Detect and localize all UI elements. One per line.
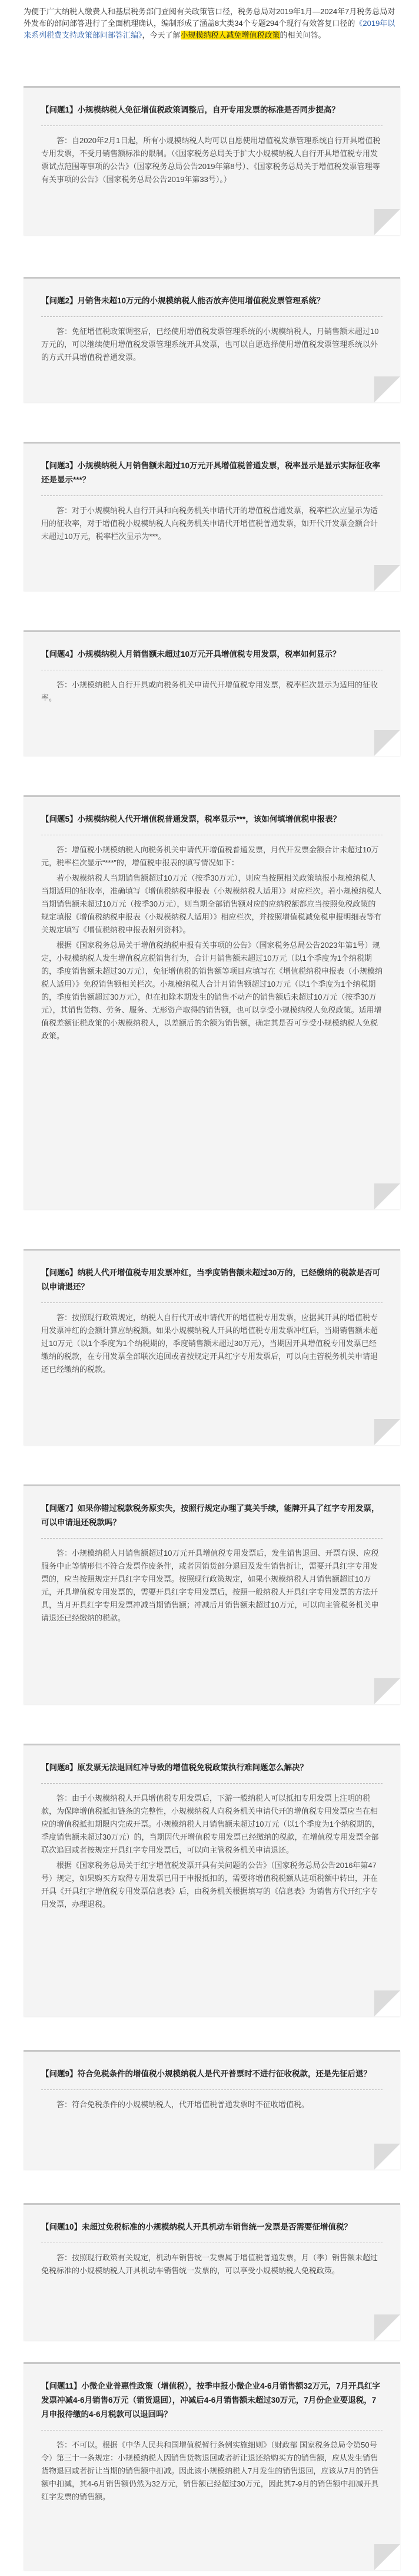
question-6: 【问题6】纳税人代开增值税专用发票冲红，当季度销售额未超过30万的，已经缴纳的税款是否可以申请退还？ <box>41 1268 381 1291</box>
question-2: 【问题2】月销售未超10万元的小规模纳税人能否放弃使用增值税发票管理系统？ <box>41 296 325 305</box>
question-7: 【问题7】如果你错过税款税务原实失，按照行规定办理了莫关手续，能牌开具了红字专用发票，可以申请退还税款吗？ <box>41 1504 380 1527</box>
page-curl-icon <box>374 1419 400 1445</box>
question-1: 【问题1】小规模纳税人免征增值税政策调整后，自开专用发票的标准是否同步提高？ <box>41 105 340 114</box>
divider <box>41 495 383 496</box>
page-curl-icon <box>374 565 400 591</box>
page-curl-icon <box>374 2144 400 2170</box>
qa-card-8 <box>24 1744 400 2016</box>
qa-card-7 <box>24 1484 400 1704</box>
question-11: 【问题11】小微企业普惠性政策（增值税），按季申报小微企业4-6月销售额32万元，7月开具红字发票冲减4-6月销售6万元（销货退回），冲减后4-6月销售额未超过30万元，7月份企业要退税，7月申报待缴的4-6月税款可以退回吗？ <box>41 2382 381 2419</box>
qa-card-1 <box>24 86 400 235</box>
qa-card-5 <box>24 795 400 1209</box>
answer-5-p2: 若小规模纳税人当期销售额超过10万元（按季30万元），则应当按照相关政策填报小规模纳税人当期适用的征收率，准确填写《增值税纳税申报表（小规模纳税人适用）》对应栏次。若小规模纳税人当期销售额未超过10万元（按季30万元），则当期全部销售额对应的应纳税额都应当按照免税政策的规定填报《增值税纳税申报表（小规模纳税人适用）》相应栏次，并按照增值税减免税申报明细表等有关规定填写《增值税纳税申报表附列资料》。 <box>41 874 382 934</box>
answer-8-p1: 答：由于小规模纳税人开具增值税专用发票后，下游一般纳税人可以抵扣专用发票上注明的税款，为保障增值税抵扣链条的完整性，小规模纳税人向税务机关申请代开的增值税专用发票应当在相应的增值税抵扣期限内完成开票。小规模纳税人月销售额未超过10万元（以1个季度为1个纳税期的，季度销售额未超过30万元）的，当期因代开增值税专用发票已经缴纳的税款，在增值税专用发票全部联次追回或者按规定开具红字专用发票后，可以向主管税务机关申请退还。 <box>41 1794 380 1854</box>
divider <box>41 125 383 126</box>
qa-card-4 <box>24 630 400 756</box>
divider <box>41 1538 383 1539</box>
answer-5-p1: 答：增值税小规模纳税人向税务机关申请代开增值税普通发票，月代开发票金额合计未超过10万元，税率栏次显示“***”的，增值税申报表的填写情况如下： <box>41 845 379 867</box>
page-curl-icon <box>374 1990 400 2016</box>
qa-card-9 <box>24 2050 400 2170</box>
page-curl-icon <box>374 730 400 756</box>
page-curl-icon <box>374 1678 400 1704</box>
page-curl-icon <box>374 2544 400 2570</box>
divider <box>41 316 383 317</box>
divider <box>41 1302 383 1303</box>
answer-11: 答：不可以。根据《中华人民共和国增值税暂行条例实施细则》（财政部 国家税务总局令第50号令）第三十一条规定：小规模纳税人因销售货物退回或者折让退还给购买方的销售额，应从发生销售货物退回或者折让当期的销售额中扣减。因此该小规模纳税人7月发生的销售退回，应该从7月的销售额中扣减，其4-6月销售额仍然为32万元，销售额已经超过30万元，因此其7-9月的销售额中扣减开具红字发票的销售额。 <box>41 2441 379 2501</box>
divider <box>41 1783 383 1784</box>
intro-link[interactable]: 《2019年以来系列税费支持政策部问部答汇编》 <box>24 19 395 39</box>
question-3: 【问题3】小规模纳税人月销售额未超过10万元开具增值税普通发票，税率显示是显示实际征收率还是显示***？ <box>41 461 381 484</box>
question-10: 【问题10】未超过免税标准的小规模纳税人开具机动车销售统一发票是否需要征增值税？ <box>41 2223 353 2231</box>
answer-4: 答：小规模纳税人自行开具或向税务机关申请代开增值税专用发票，税率栏次显示为适用的征收率。 <box>41 680 378 702</box>
intro-highlight: 小规模纳税人减免增值税政策 <box>180 31 280 39</box>
qa-card-6 <box>24 1249 400 1445</box>
answer-6: 答：按照现行政策规定，纳税人自行代开或申请代开的增值税专用发票，应据其开具的增值税专用发票冲红的金额计算应纳税额。如果小规模纳税人开具的增值税专用发票冲红后，当期销售额未超过10万元（以1个季度为1个纳税期的，季度销售额未超过30万元），当期因开具增值税专用发票已经缴纳的税款，在专用发票全部联次追回或者按规定开具红字专用发票后，可以向主管税务机关申请退还已经缴纳的税款。 <box>41 1313 378 1374</box>
answer-9: 答：符合免税条件的小规模纳税人，代开增值税普通发票时不征收增值税。 <box>56 2100 310 2109</box>
answer-1: 答：自2020年2月1日起，所有小规模纳税人均可以自愿使用增值税发票管理系统自行开具增值税专用发票，不受月销售额标准的限制。（《国家税务总局关于扩大小规模纳税人自行开具增值税专用发票试点范围等事项的公告》（国家税务总局公告2019年第8号）、《国家税务总局关于增值税发票管理等有关事项的公告》（国家税务总局公告2019年第33号）。） <box>41 136 381 184</box>
qa-card-11 <box>24 2362 400 2570</box>
intro-text-1: 为便于广大纳税人缴费人和基层税务部门查阅有关政策管口径，税务总局对2019年1月—2024年7月税务总局对外发布的部问部答进行了全面梳理确认，编制形成了涵盖8大类34个专题294个现行有效答复口径的 <box>24 7 395 28</box>
qa-card-2 <box>24 277 400 402</box>
qa-card-3 <box>24 442 400 591</box>
answer-10: 答：按照现行政策有关规定，机动车销售统一发票属于增值税普通发票，月（季）销售额未超过免税标准的小规模纳税人开具机动车销售统一发票的，可以享受小规模纳税人免税政策。 <box>41 2253 378 2275</box>
answer-5-p3: 根据《国家税务总局关于增值税纳税申报有关事项的公告》（国家税务总局公告2023年第1号）规定，小规模纳税人发生增值税应税销售行为，合计月销售额未超过10万元（以1个季度为1个纳税期的，季度销售额未超过30万元），免征增值税的销售额等项目应填写在《增值税纳税申报表（小规模纳税人适用）》免税销售额相关栏次。小规模纳税人合计月销售额超过10万元（以1个季度为1个纳税期的，季度销售额超过30万元），但在扣除本期发生的销售不动产的销售额后未超过10万元（按季30万元），其销售货物、劳务、服务、无形资产取得的销售额，也可以享受小规模纳税人免税政策。适用增值税差额征税政策的小规模纳税人，以差额后的余额为销售额，确定其是否可享受小规模纳税人免税政策。 <box>41 941 383 1040</box>
page-curl-icon <box>374 1183 400 1209</box>
question-8: 【问题8】原发票无法退回红冲导致的增值税免税政策执行难问题怎么解决？ <box>41 1763 308 1772</box>
answer-3: 答：对于小规模纳税人自行开具和向税务机关申请代开的增值税普通发票，税率栏次应显示为适用的征收率，对于增值税小规模纳税人向税务机关申请代开增值税普通发票，如开代开发票金额合计未超过10万元，税率栏次显示为***。 <box>41 506 378 541</box>
answer-2: 答：免征增值税政策调整后，已经使用增值税发票管理系统的小规模纳税人，月销售额未超过10万元的，可以继续使用增值税发票管理系统开具发票，也可以自愿选择使用增值税发票管理系统以外的方式开具增值税普通发票。 <box>41 327 379 362</box>
qa-card-10 <box>24 2203 400 2340</box>
answer-8-p2: 根据《国家税务总局关于红字增值税发票开具有关问题的公告》（国家税务总局公告2016年第47号）规定，如果购买方取得专用发票已用于申报抵扣的，需要将增值税税额从进项税额中转出，并在开具《开具红字增值税专用发票信息表》后，由税务机关根据填写的《信息表》为销售方代开红字专用发票，办理退税。 <box>41 1861 378 1909</box>
intro-paragraph <box>24 6 395 41</box>
page-curl-icon <box>374 2314 400 2340</box>
question-9: 【问题9】符合免税条件的增值税小规模纳税人是代开普票时不进行征收税款，还是先征后退？ <box>41 2069 372 2078</box>
page-curl-icon <box>374 209 400 235</box>
answer-7: 答：小规模纳税人月销售额超过10万元开具增值税专用发票后，发生销售退回、开票有误、应税服务中止等情形但不符合发票作废条件，或者因销货部分退回及发生销售折让，需要开具红字专用发票的，应当按照规定开具红字专用发票。按照现行政策规定，如果小规模纳税人月销售额超过10万元，开具增值税专用发票的，需要开具红字专用发票后，按照一般纳税人开具红字专用发票的方法开具，当月开具红字专用发票冲减当期销售额；冲减后月销售额未超过10万元，可以向主管税务机关申请退还已经缴纳的税款。 <box>41 1549 379 1622</box>
page-curl-icon <box>374 376 400 402</box>
question-4: 【问题4】小规模纳税人月销售额未超过10万元开具增值税专用发票，税率如何显示？ <box>41 650 341 659</box>
divider <box>41 2089 383 2090</box>
question-5: 【问题5】小规模纳税人代开增值税普通发票，税率显示***，该如何填增值税申报表？ <box>41 815 341 824</box>
intro-text-2: ，今天了解 <box>142 31 181 39</box>
intro-text-3: 的相关问答。 <box>280 31 326 39</box>
